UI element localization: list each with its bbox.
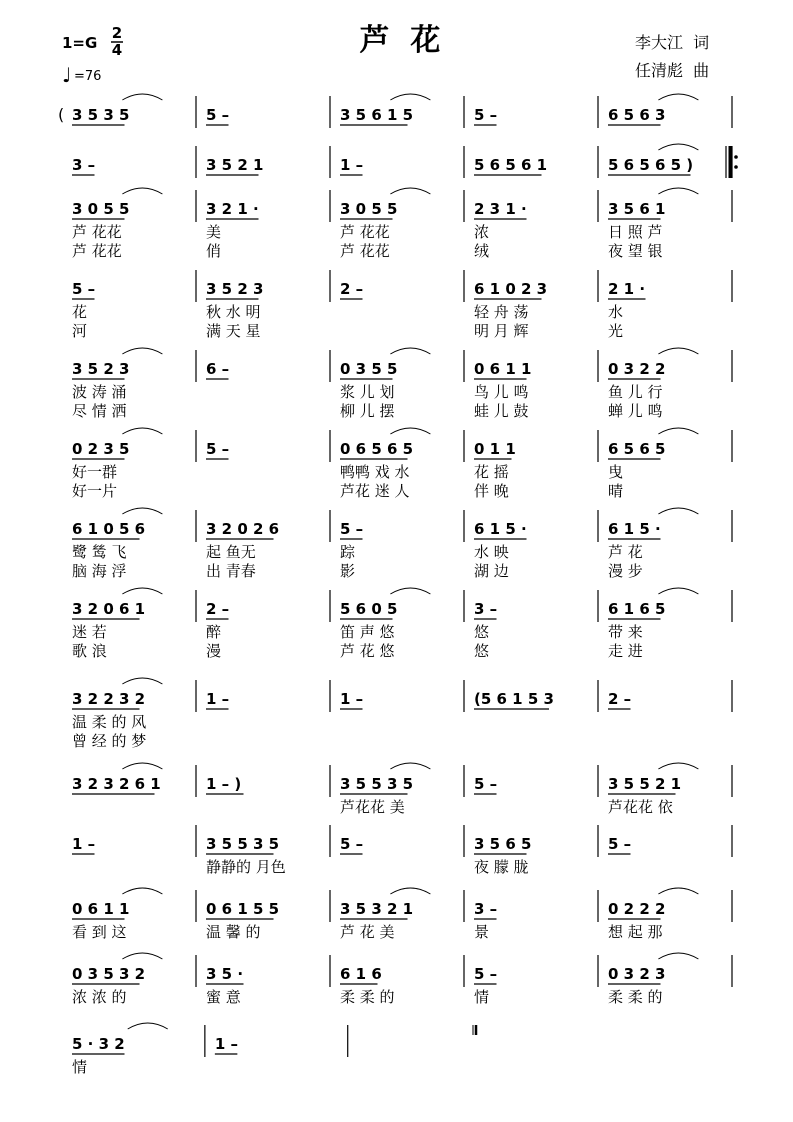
quarter-note-icon: ♩: [62, 63, 72, 87]
measure-notes: 0 3 2 3: [608, 965, 666, 983]
score-row: [72, 1023, 476, 1076]
score-row: [72, 953, 732, 1006]
measure-notes: 3 5 ·: [206, 965, 244, 983]
measure-notes: 3 0 5 5: [72, 200, 130, 218]
measure-notes: 5 –: [474, 965, 498, 983]
lyric-verse-2: 蛙 儿 鼓: [474, 402, 529, 420]
measure-notes: 1 –: [340, 156, 364, 174]
measure-notes: 1 –: [214, 1035, 239, 1053]
measure-notes: 3 0 5 5: [340, 200, 398, 218]
measure-notes: 5 –: [206, 440, 230, 458]
lyric-verse-1: 温 馨 的: [206, 923, 261, 941]
tie-slur: [658, 888, 698, 894]
lyric-verse-1: 情: [474, 988, 490, 1006]
measure: [340, 428, 464, 500]
measure-notes: 6 1 0 2 3: [474, 280, 548, 298]
score-row: [72, 428, 732, 500]
measure-notes: 3 2 0 2 6: [206, 520, 280, 538]
measure: [474, 190, 598, 260]
measure: [72, 94, 196, 128]
lyric-verse-1: 情: [72, 1058, 88, 1076]
measure-notes: 5 –: [474, 106, 498, 124]
measure-notes: 0 1 1: [474, 440, 516, 458]
repeat-dot-icon: [734, 165, 738, 169]
measure-notes: 1 –: [72, 835, 96, 853]
lyric-verse-2: 柳 儿 摆: [340, 402, 395, 420]
measure: [72, 428, 196, 500]
measure-notes: 2 –: [206, 600, 230, 618]
measure-notes: 5 –: [474, 775, 498, 793]
lyric-verse-2: 满 天 星: [206, 322, 261, 340]
measure: [72, 348, 196, 420]
lyric-verse-2: 尽 情 洒: [72, 402, 127, 420]
tie-slur: [122, 953, 162, 959]
measure-notes: 0 3 2 2: [608, 360, 666, 378]
measure-notes: 0 2 2 2: [608, 900, 666, 918]
lyric-verse-2: 芦 花花: [72, 242, 122, 260]
lyric-verse-1: 好一群: [72, 463, 118, 481]
measure: [608, 94, 732, 128]
measure: [474, 510, 598, 580]
lyric-verse-1: 鸭鸭 戏 水: [340, 463, 410, 481]
measure-notes: 3 5 5 3 5: [340, 775, 414, 793]
tie-slur: [658, 188, 698, 194]
measure: [340, 825, 464, 857]
lyric-verse-2: 好一片: [72, 482, 118, 500]
measure: [474, 680, 598, 712]
measure-notes: 3 5 3 2 1: [340, 900, 414, 918]
measure: [340, 888, 464, 941]
measure-notes: 6 1 5 ·: [608, 520, 661, 538]
lyric-verse-2: 伴 晚: [474, 482, 509, 500]
measure-notes: 6 5 6 5: [608, 440, 666, 458]
measure-notes: 3 5 6 1 5: [340, 106, 414, 124]
measure-notes: 3 –: [72, 156, 96, 174]
measure: [206, 96, 330, 128]
lyric-verse-1: 迷 若: [72, 623, 107, 641]
tie-slur: [658, 428, 698, 434]
tie-slur: [122, 888, 162, 894]
tie-slur: [122, 763, 162, 769]
measure: [340, 348, 464, 420]
measure: [608, 680, 732, 712]
measure-notes: 5 –: [608, 835, 632, 853]
measure-notes: 1 – ): [206, 775, 242, 793]
score-row: [58, 94, 732, 128]
tie-slur: [390, 94, 430, 100]
lyric-verse-2: 夜 望 银: [608, 242, 663, 260]
tie-slur: [390, 588, 430, 594]
measure-notes: 3 5 2 3: [72, 360, 130, 378]
lyric-verse-1: 静静的 月色: [206, 858, 286, 876]
repeat-dot-icon: [734, 155, 738, 159]
measure: [608, 588, 732, 660]
measure-notes: 0 3 5 5: [340, 360, 398, 378]
lyric-verse-2: 漫: [206, 642, 222, 660]
measure: [206, 190, 330, 260]
lyric-verse-1: 景: [474, 923, 490, 941]
measure: [474, 146, 598, 178]
lyric-verse-2: 漫 步: [608, 562, 643, 580]
measure: [608, 348, 732, 420]
measure-notes: (5 6 1 5 3: [474, 690, 554, 708]
tie-slur: [390, 763, 430, 769]
measure: [608, 144, 732, 178]
tie-slur: [390, 188, 430, 194]
tie-slur: [122, 188, 162, 194]
tie-slur: [122, 428, 162, 434]
measure-notes: 3 –: [474, 600, 498, 618]
measure: [340, 680, 464, 712]
score-row: [72, 188, 732, 260]
measure-notes: 2 1 ·: [608, 280, 646, 298]
measure-notes: 0 6 1 1: [474, 360, 532, 378]
measure: [340, 146, 464, 178]
lyric-verse-1: 美: [206, 223, 222, 241]
score-row: [72, 825, 732, 876]
lyric-verse-1: 想 起 那: [608, 923, 663, 941]
measure: [206, 270, 330, 340]
measure-notes: 0 6 5 6 5: [340, 440, 414, 458]
measure-notes: 5 –: [206, 106, 230, 124]
lyric-verse-1: 柔 柔 的: [340, 988, 395, 1006]
lyric-verse-2: 曾 经 的 梦: [72, 732, 147, 750]
measure: [215, 1025, 348, 1057]
tie-slur: [658, 94, 698, 100]
measure: [608, 888, 732, 941]
lyric-verse-1: 踪: [340, 543, 356, 561]
measure-notes: 3 2 0 6 1: [72, 600, 146, 618]
tempo-value: =76: [74, 69, 102, 84]
lyric-verse-1: 蜜 意: [206, 988, 241, 1006]
score-rows: [58, 94, 738, 1076]
measure: [206, 955, 330, 1006]
lyric-verse-1: 波 涛 涌: [72, 383, 127, 401]
composer-credit: 任清彪 曲: [635, 61, 710, 80]
lyric-verse-2: 河: [72, 322, 88, 340]
measure: [206, 890, 330, 941]
measure-notes: 0 3 5 3 2: [72, 965, 146, 983]
lyric-verse-2: 影: [340, 562, 356, 580]
measure: [206, 146, 330, 178]
measure: [72, 678, 196, 750]
measure: [206, 765, 330, 797]
tie-slur: [658, 588, 698, 594]
score-header: [62, 23, 709, 87]
measure: [72, 1023, 205, 1076]
score-row: [72, 678, 732, 750]
measure: [608, 825, 732, 857]
measure-notes: 3 5 5 3 5: [206, 835, 280, 853]
lyric-verse-1: 鱼 儿 行: [608, 383, 663, 401]
lyric-verse-1: 悠: [474, 623, 490, 641]
measure: [608, 508, 732, 580]
tie-slur: [658, 508, 698, 514]
measure: [206, 590, 330, 660]
measure: [608, 270, 732, 340]
lyric-verse-1: 曳: [608, 463, 624, 481]
measure: [474, 955, 598, 1006]
lyric-verse-1: 芦 花 美: [340, 923, 395, 941]
lyric-verse-1: 轻 舟 荡: [474, 303, 529, 321]
tie-slur: [658, 348, 698, 354]
measure-notes: 2 –: [608, 690, 632, 708]
tie-slur: [128, 1023, 168, 1029]
lyric-verse-2: 芦花 迷 人: [340, 482, 410, 500]
measure-notes: 5 –: [340, 520, 364, 538]
song-title: 芦 花: [359, 23, 441, 58]
measure: [340, 270, 464, 302]
lyric-verse-1: 水 映: [474, 543, 509, 561]
tie-slur: [658, 953, 698, 959]
lyric-verse-1: 浓 浓 的: [72, 988, 127, 1006]
lyric-verse-1: 起 鱼无: [206, 543, 256, 561]
tie-slur: [122, 348, 162, 354]
lyric-verse-2: 芦 花花: [340, 242, 390, 260]
measure-notes: 2 3 1 ·: [474, 200, 527, 218]
measure: [608, 953, 732, 1006]
tie-slur: [122, 678, 162, 684]
measure-notes: 5 6 5 6 5 ): [608, 156, 694, 174]
lyric-verse-1: 鹭 鸶 飞: [72, 543, 127, 561]
tie-slur: [390, 348, 430, 354]
lyric-verse-1: 芦花花 美: [340, 798, 405, 816]
measure: [340, 94, 464, 128]
lyric-verse-1: 日 照 芦: [608, 223, 663, 241]
measure-notes: 2 –: [340, 280, 364, 298]
measure-notes: 0 6 1 1: [72, 900, 130, 918]
tie-slur: [658, 763, 698, 769]
score-row: [72, 888, 732, 941]
lyric-verse-1: 醉: [206, 623, 222, 641]
measure: [474, 430, 598, 500]
measure: [72, 953, 196, 1006]
lyric-verse-1: 温 柔 的 风: [72, 713, 147, 731]
lyric-verse-2: 晴: [608, 482, 624, 500]
measure-notes: 3 5 6 5: [474, 835, 532, 853]
score-row: [72, 144, 738, 178]
measure: [72, 825, 196, 857]
measure-notes: 3 2 3 2 6 1: [72, 775, 161, 793]
tie-slur: [122, 94, 162, 100]
lyric-verse-2: 俏: [206, 242, 222, 260]
lyric-verse-1: 带 来: [608, 623, 643, 641]
measure: [72, 888, 196, 941]
measure: [474, 96, 598, 128]
lyricist-credit: 李大江 词: [635, 33, 710, 52]
lyric-verse-1: 看 到 这: [72, 923, 127, 941]
score-row: [72, 588, 732, 660]
tie-slur: [390, 428, 430, 434]
tie-slur: [390, 888, 430, 894]
lyric-verse-1: 秋 水 明: [206, 303, 261, 321]
measure-notes: 5 · 3 2: [72, 1035, 125, 1053]
tie-slur: [122, 588, 162, 594]
lyric-verse-1: 笛 声 悠: [340, 623, 395, 641]
lyric-verse-2: 光: [608, 322, 624, 340]
measure: [608, 188, 732, 260]
measure-notes: 6 5 6 3: [608, 106, 666, 124]
measure-notes: 5 –: [72, 280, 96, 298]
measure: [206, 430, 330, 462]
lyric-verse-2: 蝉 儿 鸣: [608, 402, 663, 420]
measure: [206, 825, 330, 876]
measure: [72, 188, 196, 260]
lyric-verse-1: 夜 朦 胧: [474, 858, 529, 876]
lyric-verse-2: 走 进: [608, 642, 643, 660]
measure-notes: 0 2 3 5: [72, 440, 130, 458]
lyric-verse-1: 水: [608, 303, 624, 321]
time-signature-top: 2: [111, 24, 123, 42]
measure-notes: 5 –: [340, 835, 364, 853]
key-signature: 1=G: [62, 34, 98, 52]
measure: [206, 510, 330, 580]
lyric-verse-2: 湖 边: [474, 562, 509, 580]
measure: [340, 188, 464, 260]
score-row: [72, 508, 732, 580]
measure: [340, 510, 464, 580]
measure: [474, 890, 598, 941]
measure: [474, 590, 598, 660]
lyric-verse-2: 明 月 辉: [474, 322, 529, 340]
measure-notes: 3 5 2 1: [206, 156, 264, 174]
lyric-verse-2: 歌 浪: [72, 642, 107, 660]
measure: [340, 955, 464, 1006]
measure-notes: 6 –: [206, 360, 230, 378]
measure-notes: 6 1 6 5: [608, 600, 666, 618]
measure-notes: 6 1 0 5 6: [72, 520, 146, 538]
lyric-verse-1: 芦 花花: [72, 223, 122, 241]
score-row: [72, 348, 732, 420]
time-signature-bottom: 4: [111, 41, 123, 59]
lyric-verse-1: 花: [72, 303, 88, 321]
measure-notes: 1 –: [340, 690, 364, 708]
tie-slur: [122, 508, 162, 514]
lyric-verse-2: 脑 海 浮: [72, 562, 127, 580]
lyric-verse-1: 芦 花: [608, 543, 643, 561]
measure: [474, 270, 598, 340]
measure: [72, 508, 196, 580]
lyric-verse-1: 芦花花 依: [608, 798, 673, 816]
lyric-verse-1: 柔 柔 的: [608, 988, 663, 1006]
measure-notes: 3 –: [474, 900, 498, 918]
tie-slur: [658, 144, 698, 150]
lyric-verse-1: 浓: [474, 223, 490, 241]
measure: [608, 428, 732, 500]
measure: [474, 765, 598, 797]
lyric-verse-1: 浆 儿 划: [340, 383, 395, 401]
measure: [72, 763, 196, 797]
lyric-verse-1: 花 摇: [474, 463, 509, 481]
measure: [340, 588, 464, 660]
lyric-verse-1: 鸟 儿 鸣: [474, 383, 529, 401]
lyric-verse-1: 芦 花花: [340, 223, 390, 241]
measure: [340, 763, 464, 816]
bracket-icon: (: [58, 105, 65, 124]
measure: [474, 350, 598, 420]
measure-notes: 0 6 1 5 5: [206, 900, 280, 918]
measure-notes: 3 2 1 ·: [206, 200, 259, 218]
score-row: [72, 270, 732, 340]
lyric-verse-2: 出 青春: [206, 562, 256, 580]
measure: [474, 825, 598, 876]
measure-notes: 5 6 5 6 1: [474, 156, 548, 174]
measure: [608, 763, 732, 816]
measure-notes: 3 5 6 1: [608, 200, 666, 218]
measure-notes: 1 –: [206, 690, 230, 708]
measure-notes: 3 5 2 3: [206, 280, 264, 298]
score-row: [72, 763, 732, 816]
measure-notes: 5 6 0 5: [340, 600, 398, 618]
measure-notes: 3 5 5 2 1: [608, 775, 682, 793]
measure: [206, 680, 330, 712]
measure-notes: 6 1 5 ·: [474, 520, 527, 538]
measure: [72, 146, 196, 178]
measure-notes: 3 2 2 3 2: [72, 690, 146, 708]
lyric-verse-2: 绒: [474, 242, 490, 260]
measure-notes: 3 5 3 5: [72, 106, 130, 124]
lyric-verse-2: 芦 花 悠: [340, 642, 395, 660]
measure: [206, 350, 330, 382]
lyric-verse-2: 悠: [474, 642, 490, 660]
measure: [72, 270, 196, 340]
measure: [72, 588, 196, 660]
measure-notes: 6 1 6: [340, 965, 382, 983]
